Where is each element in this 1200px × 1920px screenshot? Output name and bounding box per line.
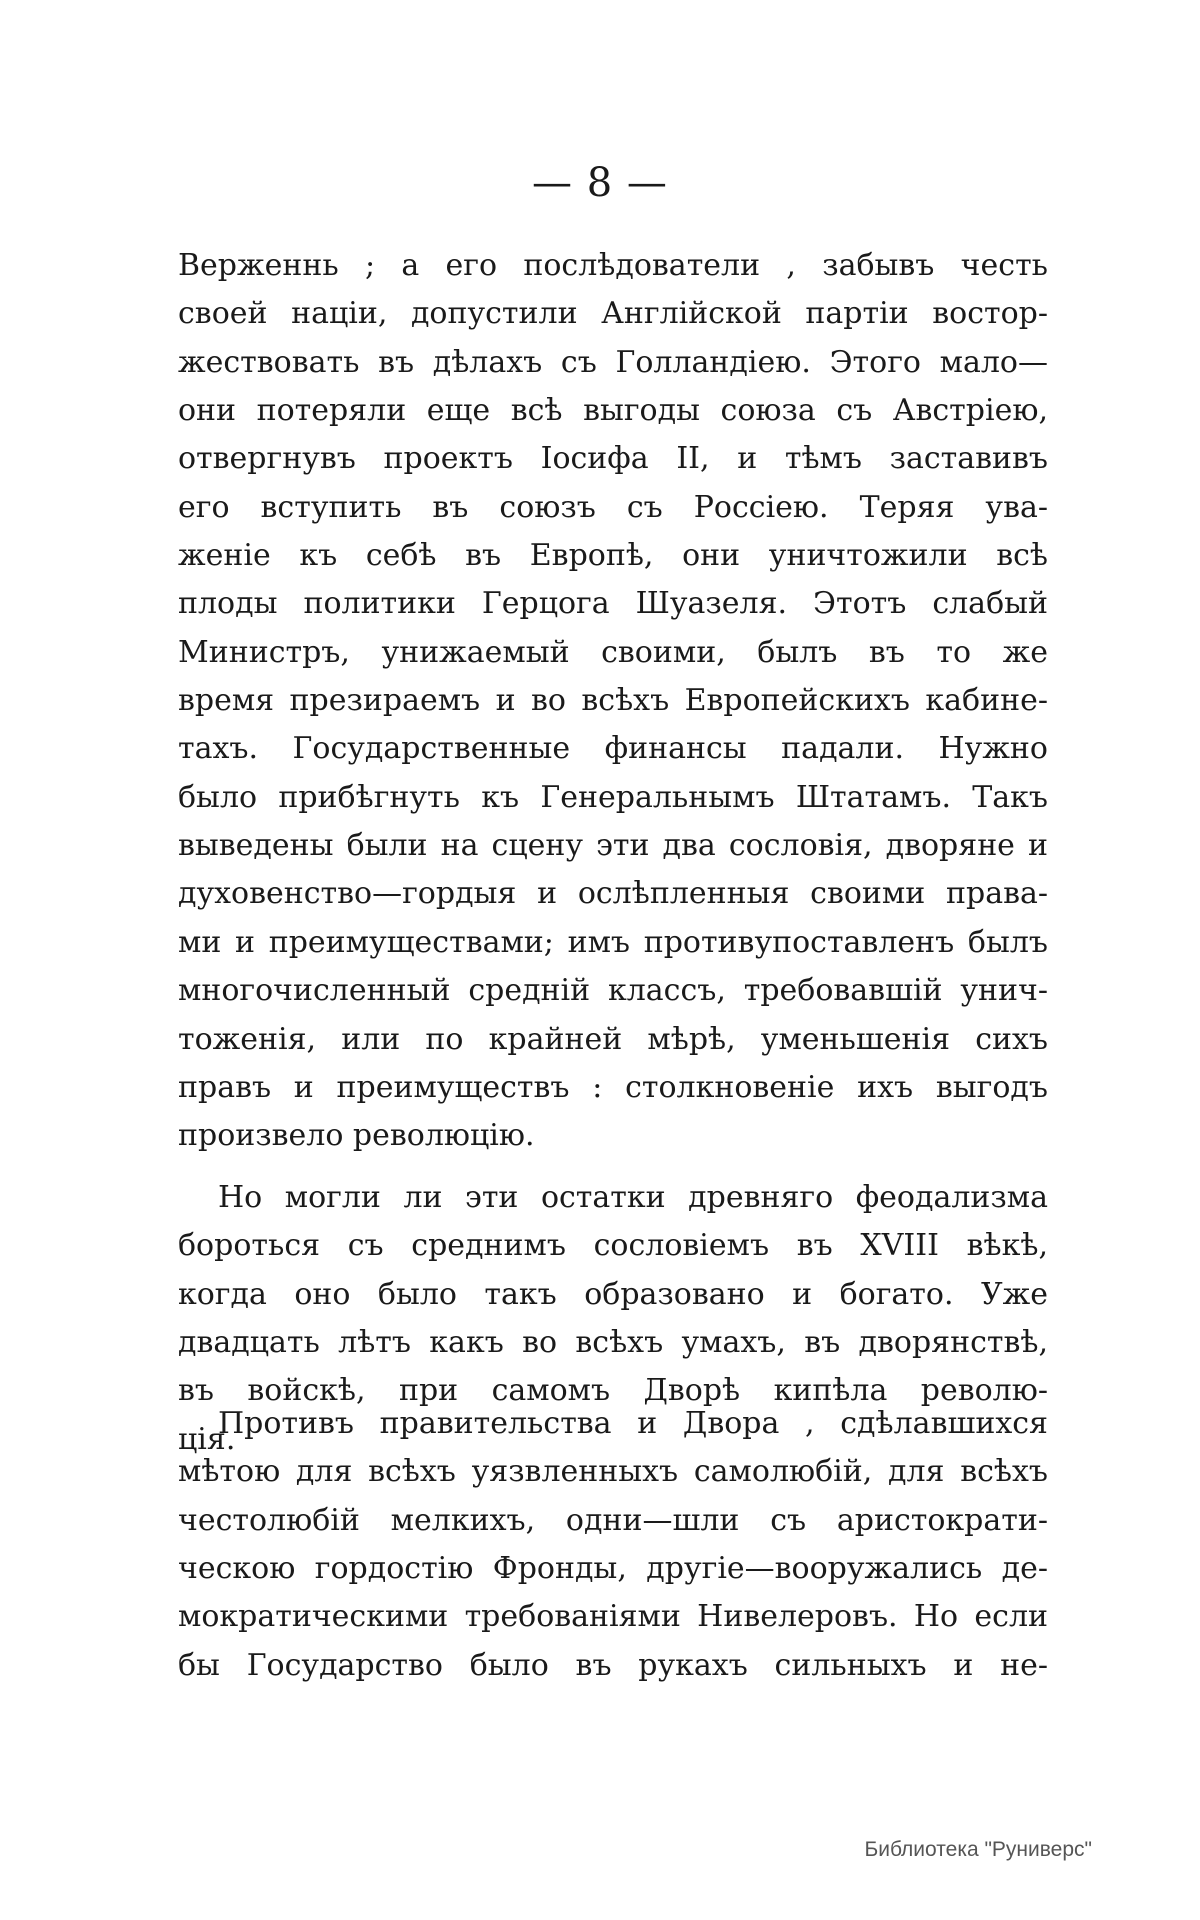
text-line: бороться съ среднимъ сословіемъ въ XVIII вѣкѣ,: [178, 1228, 1048, 1264]
text-line: его вступить въ союзъ съ Россіею. Теряя ува-: [178, 489, 1048, 525]
page-number: — 8 —: [532, 160, 668, 206]
text-line: Противъ правительства и Двора , сдѣлавшихся: [218, 1406, 1048, 1441]
text-line: бы Государство было въ рукахъ сильныхъ и не-: [178, 1647, 1048, 1683]
text-line: когда оно было такъ образовано и богато. Уже: [178, 1276, 1048, 1312]
text-line: ми и преимуществами; имъ противупоставленъ былъ: [178, 924, 1048, 960]
paragraph-3: [178, 1400, 1048, 1690]
text-line: выведены были на сцену эти два сословія, дворяне и: [178, 828, 1048, 864]
text-line: Но могли ли эти остатки древняго феодализма: [218, 1180, 1048, 1215]
text-line: духовенство—гордыя и ослѣпленныя своими права-: [178, 876, 1048, 912]
text-line: тахъ. Государственные финансы падали. Нужно: [178, 731, 1048, 767]
text-line: двадцать лѣтъ какъ во всѣхъ умахъ, въ дворянствѣ,: [178, 1325, 1048, 1361]
text-line: жествовать въ дѣлахъ съ Голландіею. Этого мало—: [178, 344, 1048, 380]
text-line: ческою гордостію Фронды, другіе—вооружались де-: [178, 1551, 1048, 1587]
text-line: своей націи, допустили Англійской партіи востор-: [178, 296, 1048, 332]
text-line: женіе къ себѣ въ Европѣ, они уничтожили всѣ: [178, 538, 1048, 574]
text-line: плоды политики Герцога Шуазеля. Этотъ слабый: [178, 586, 1048, 622]
library-watermark: Библиотека "Руниверс": [864, 1838, 1092, 1861]
paragraph-1: [178, 242, 1048, 1161]
text-line: Верженнь ; а его послѣдователи , забывъ честь: [178, 248, 1048, 283]
text-line: отвергнувъ проектъ Іосифа II, и тѣмъ заставивъ: [178, 441, 1048, 477]
text-line: мѣтою для всѣхъ уязвленныхъ самолюбій, для всѣхъ: [178, 1454, 1048, 1490]
text-line: мократическими требованіями Нивелеровъ. Но если: [178, 1599, 1048, 1635]
text-line: многочисленный средній классъ, требовавшій унич-: [178, 973, 1048, 1009]
text-line: тоженія, или по крайней мѣрѣ, уменьшенія сихъ: [178, 1021, 1048, 1057]
text-line: честолюбій мелкихъ, одни—шли съ аристократи-: [178, 1502, 1048, 1538]
text-line: Министръ, унижаемый своими, былъ въ то же: [178, 634, 1048, 670]
text-line: въ войскѣ, при самомъ Дворѣ кипѣла револю-: [178, 1373, 1048, 1409]
text-line: они потеряли еще всѣ выгоды союза съ Австріею,: [178, 393, 1048, 429]
text-line: время презираемъ и во всѣхъ Европейскихъ кабине-: [178, 683, 1048, 719]
text-line: было прибѣгнуть къ Генеральнымъ Штатамъ. Такъ: [178, 779, 1048, 815]
text-line: правъ и преимуществъ : столкновеніе ихъ выгодъ: [178, 1069, 1048, 1105]
text-line: ція.: [178, 1421, 236, 1457]
text-line: произвело революцію.: [178, 1118, 535, 1154]
